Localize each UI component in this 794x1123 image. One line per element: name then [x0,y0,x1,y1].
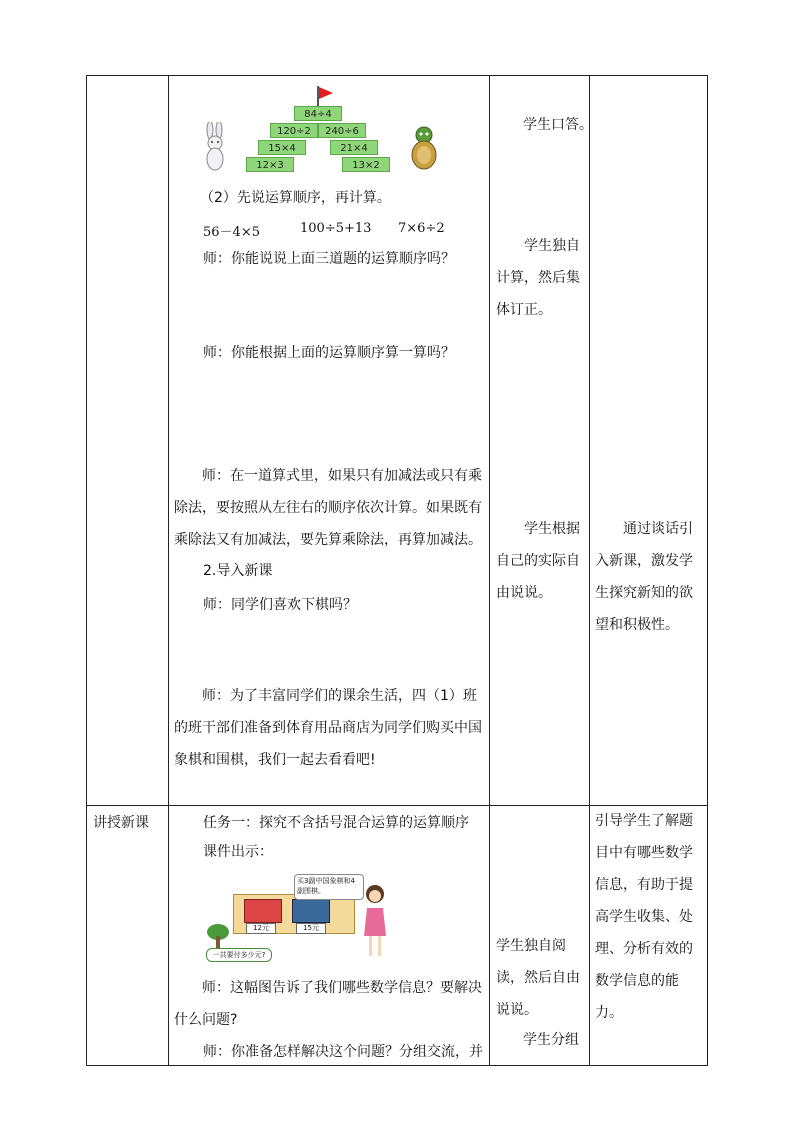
student-activity-5: 学生分组 [523,1032,579,1048]
pyramid-block: 120÷2 [270,123,318,138]
design-intent-1: 通过谈话引入新课，激发学生探究新知的欲望和积极性。 [595,521,693,633]
teacher-story-paragraph: 师：为了丰富同学们的课余生活，四（1）班的班干部们准备到体育用品商店为同学们购买中国象棋和围棋，我们一起去看看吧! [174,688,482,768]
table-border-bottom [86,1065,708,1066]
shop-illustration [200,872,395,962]
pyramid-block: 84÷4 [294,106,342,121]
pyramid-block: 13×2 [342,157,390,172]
teacher-question-5: 师：你准备怎样解决这个问题？分组交流，并 [203,1044,483,1060]
student-activity-1: 学生口答。 [523,117,593,133]
expression-1: 56－4×5 [203,225,260,240]
expression-3: 7×6÷2 [398,221,445,236]
teacher-rule-paragraph: 师：在一道算式里，如果只有加减法或只有乘除法，要按照从左往右的顺序依次计算。如果既有乘除法又有加减法，要先算乘除法，再算加减法。 [174,468,482,548]
girl-icon [360,882,390,960]
speech-bubble: 买3副中国象棋和4副围棋。 [294,874,364,900]
table-col-divider-2 [489,75,490,1066]
pyramid-illustration [198,86,448,174]
teacher-question-1: 师：你能说说上面三道题的运算顺序吗？ [203,251,455,267]
student-activity-4: 学生独自阅读，然后自由说说。 [496,938,580,1018]
pyramid-block: 21×4 [330,140,378,155]
question-banner: 一共要付多少元? [206,948,272,962]
student-activity-2: 学生独自计算，然后集体订正。 [496,238,580,318]
design-intent-2: 引导学生了解题目中有哪些数学信息，有助于提高学生收集、处理、分析有效的数学信息的能力。 [595,813,693,1021]
table-col-divider-1 [168,75,169,1066]
flag-icon [319,87,333,99]
student-activity-3: 学生根据自己的实际自由说说。 [496,521,580,601]
table-border-left [86,75,87,1066]
teacher-question-3: 师：同学们喜欢下棋吗？ [203,597,357,613]
table-border-right [707,75,708,1066]
task-1-heading: 任务一：探究不含括号混合运算的运算顺序 [203,815,469,831]
question-2-title: （2）先说运算顺序，再计算。 [200,190,391,206]
chess-box-icon [244,899,282,923]
price-tag-go: 15元 [296,923,326,934]
table-col-divider-3 [589,75,590,1066]
phase-label: 讲授新课 [93,815,149,831]
pyramid-block: 240÷6 [318,123,366,138]
pyramid-block: 12×3 [246,157,294,172]
teacher-question-4: 师：这幅图告诉了我们哪些数学信息？要解决什么问题? [174,980,482,1028]
go-box-icon [292,899,330,923]
expression-2: 100÷5+13 [300,221,372,236]
turtle-icon [408,126,440,172]
teacher-question-2: 师：你能根据上面的运算顺序算一算吗？ [203,345,455,361]
price-tag-chess: 12元 [246,923,276,934]
table-border-top [86,75,708,76]
intro-heading: 2.导入新课 [203,563,273,579]
rabbit-icon [200,122,230,172]
courseware-label: 课件出示： [203,844,273,860]
pyramid-block: 15×4 [258,140,306,155]
